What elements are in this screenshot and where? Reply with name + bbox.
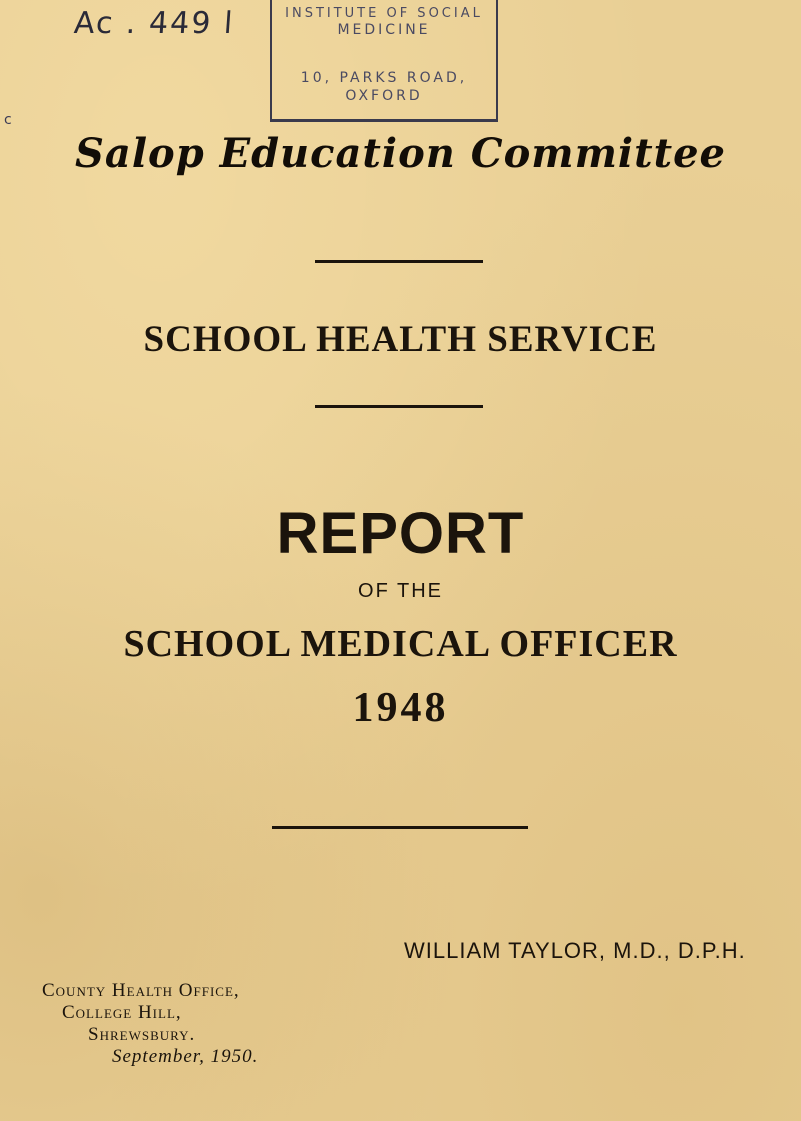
- office-address: [42, 980, 258, 1068]
- report-title: REPORT: [276, 501, 525, 566]
- divider-rule-2: [315, 405, 483, 408]
- of-the-text: OF THE: [358, 580, 443, 602]
- service-heading: SCHOOL HEALTH SERVICE: [143, 319, 658, 360]
- library-stamp: [270, 0, 498, 122]
- address-line-1: County Health Office,: [42, 980, 240, 1001]
- divider-rule-1: [315, 260, 483, 263]
- stamp-line-4: OXFORD: [345, 88, 423, 104]
- margin-mark: c: [4, 112, 12, 128]
- address-line-2: College Hill,: [62, 1002, 182, 1023]
- committee-heading: Salop Education Committee: [75, 130, 726, 177]
- divider-rule-3: [272, 826, 528, 829]
- address-date: September, 1950.: [112, 1046, 259, 1067]
- report-year: 1948: [352, 685, 449, 731]
- author-name: WILLIAM TAYLOR, M.D., D.P.H.: [404, 938, 746, 963]
- stamp-line-1: INSTITUTE OF SOCIAL: [285, 6, 483, 21]
- accession-mark: Ac . 449 l: [72, 6, 236, 41]
- stamp-line-3: 10, PARKS ROAD,: [300, 70, 468, 86]
- address-line-3: Shrewsbury.: [88, 1024, 196, 1045]
- stamp-line-2: MEDICINE: [337, 22, 431, 38]
- officer-title: SCHOOL MEDICAL OFFICER: [123, 623, 678, 665]
